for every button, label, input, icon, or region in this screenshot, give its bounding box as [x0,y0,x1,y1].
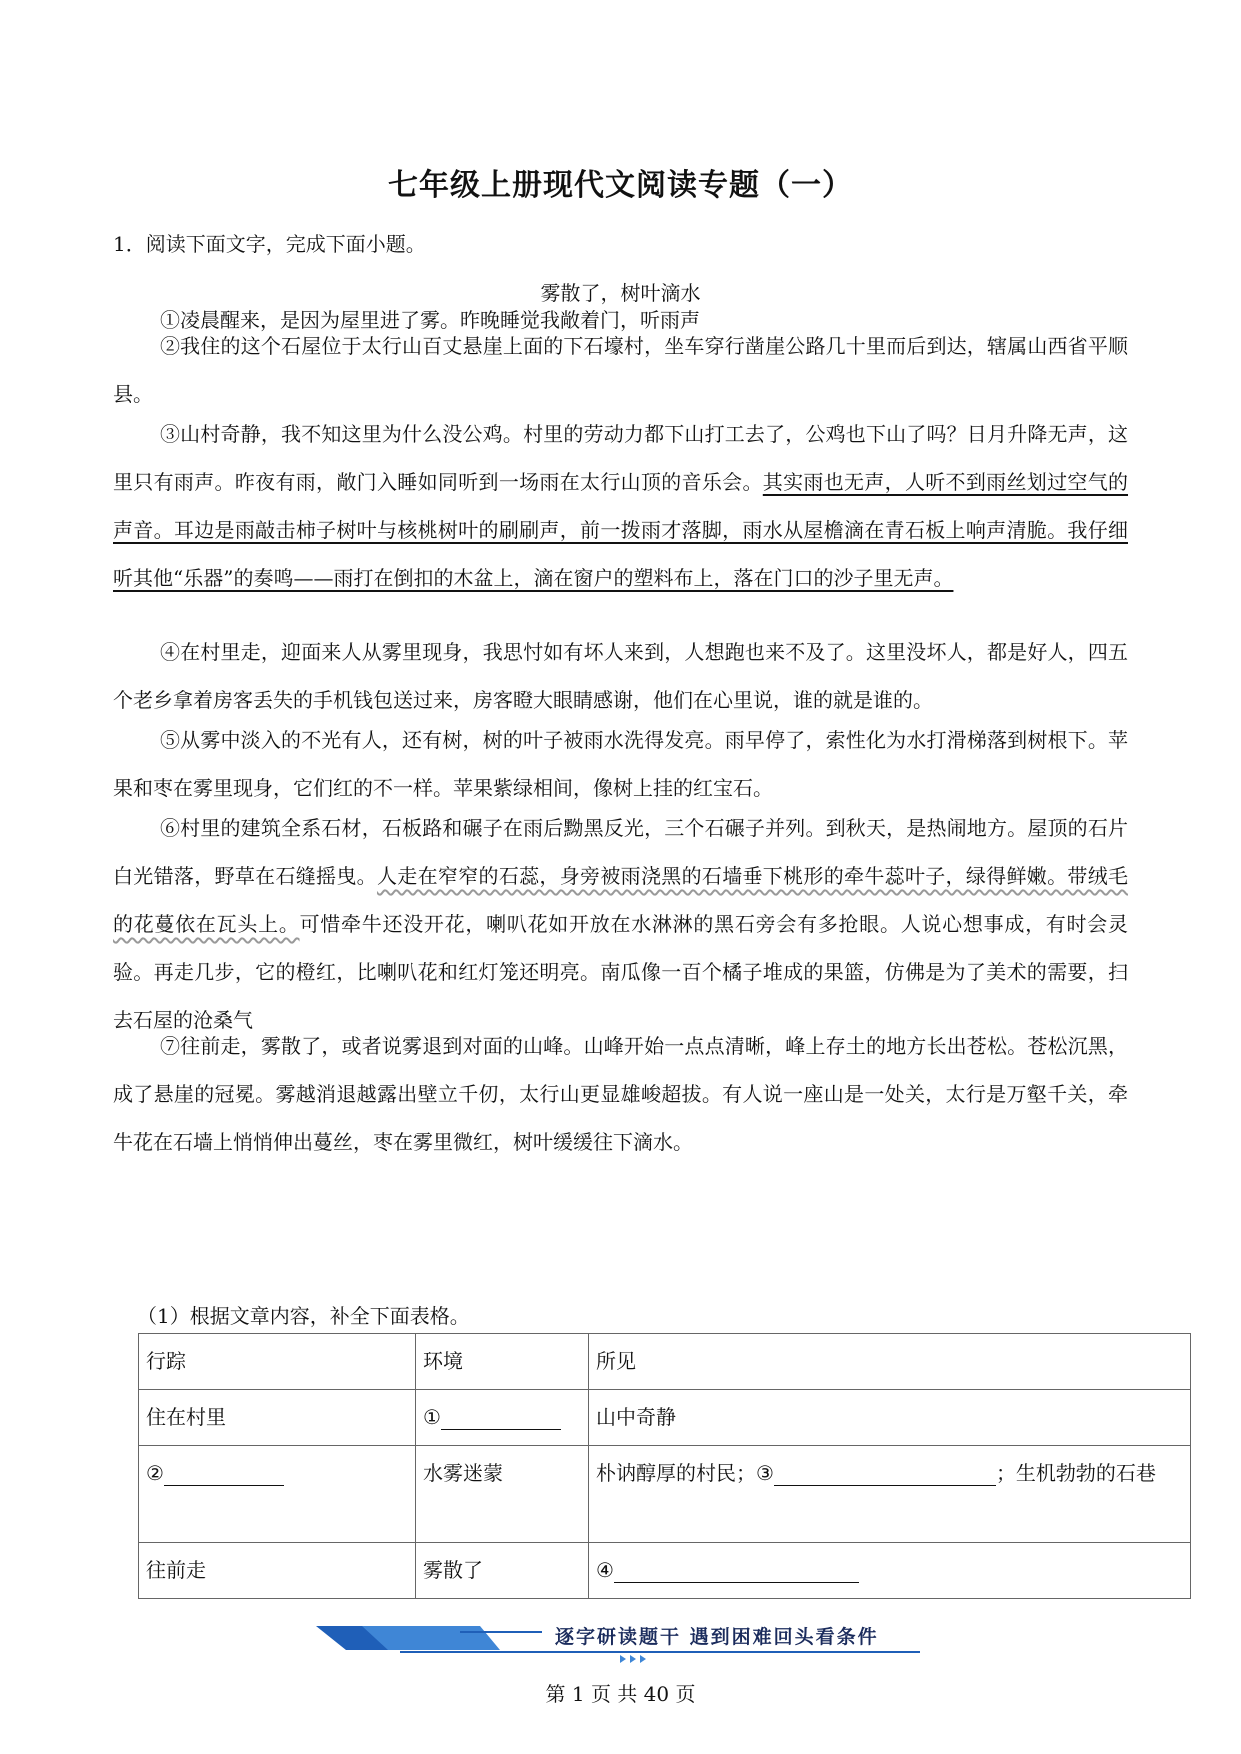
blank-marker: ② [146,1461,164,1485]
cell-seen: 山中奇静 [589,1390,1191,1446]
paragraph-1: ①凌晨醒来，是因为屋里进了雾。昨晚睡觉我敞着门，听雨声 [160,308,700,332]
header-track: 行踪 [139,1334,416,1390]
arrow-icon [630,1655,636,1663]
cell-track: 住在村里 [139,1390,416,1446]
paragraph-3 [113,410,1128,602]
cell-seen-post: ；生机勃勃的石巷 [995,1461,1156,1485]
paragraph-6-text: ⑥村里的建筑全系石材，石板路和碾子在雨后黝黑反光，三个石碾子并列。到秋天，是热闹地方。屋顶的石片白光错落，野草在石缝摇曳。 [113,816,1128,888]
paragraph-3-underlined: 其实雨也无声，人听不到雨丝划过空气的声音。耳边是雨敲击柿子树叶与核桃树叶的刷刷声，前一拨雨才落脚，雨水从屋檐滴在青石板上响声清脆。我仔细听其他“乐器”的奏鸣——雨打在倒扣的木盆上，滴在窗户的塑料布上，落在门口的沙子里无声。 [113,470,1129,590]
answer-blank-2[interactable] [164,1463,284,1486]
table-row [139,1390,1191,1446]
paragraph-6-text-end: 可惜牵牛还没开花，喇叭花如开放在水淋淋的黑石旁会有多抢眼。人说心想事成，有时会灵验。再走几步，它的橙红，比喇叭花和红灯笼还明亮。南瓜像一百个橘子堆成的果篮，仿佛是为了美术的需要，扫去石屋的沧桑气 [113,912,1128,1032]
paragraph-2: ②我住的这个石屋位于太行山百丈悬崖上面的下石壕村，坐车穿行凿崖公路几十里而后到达，辖属山西省平顺县。 [113,334,1128,406]
header-seen: 所见 [589,1334,1191,1390]
header-environment: 环境 [416,1334,589,1390]
cell-environment: 雾散了 [416,1543,589,1599]
paragraph-5: ⑤从雾中淡入的不光有人，还有树，树的叶子被雨水洗得发亮。雨早停了，索性化为水打滑梯落到树根下。苹果和枣在雾里现身，它们红的不一样。苹果紫绿相间，像树上挂的红宝石。 [113,728,1128,800]
answer-blank-3[interactable] [774,1463,996,1486]
cell-seen-pre: 朴讷醇厚的村民； [596,1461,756,1485]
footer-slogan: 逐字研读题干 遇到困难回头看条件 [555,1626,879,1648]
cell-environment: 水雾迷蒙 [416,1446,589,1543]
arrow-icon [620,1655,626,1663]
paragraph-3-text: ③山村奇静，我不知这里为什么没公鸡。村里的劳动力都下山打工去了，公鸡也下山了吗？日月升降无声，这里只有雨声。昨夜有雨，敞门入睡如同听到一场雨在太行山顶的音乐会。 [113,422,1128,494]
paragraph-6-wavy: 人走在窄窄的石蕊，身旁被雨浇黑的石墙垂下桃形的牵牛蕊叶子，绿得鲜嫩。带绒毛的花蔓依在瓦头上。 [113,864,1129,936]
cell-seen [589,1446,1191,1543]
table-row [139,1543,1191,1599]
table-header-row [139,1334,1191,1390]
paragraph-4: ④在村里走，迎面来人从雾里现身，我思忖如有坏人来到，人想跑也来不及了。这里没坏人，都是好人，四五个老乡拿着房客丢失的手机钱包送过来，房客瞪大眼睛感谢，他们在心里说，谁的就是谁的。 [113,640,1128,712]
passage-title: 雾散了，树叶滴水 [540,281,701,305]
blank-marker: ③ [756,1461,774,1485]
cell-track [139,1446,416,1543]
cell-environment [416,1390,589,1446]
page-number: 第 1 页 共 40 页 [545,1682,696,1706]
page-title: 七年级上册现代文阅读专题（一） [388,168,853,203]
answer-blank-4[interactable] [614,1560,859,1583]
question-intro: 1．阅读下面文字，完成下面小题。 [113,232,426,256]
answer-table [138,1333,1191,1599]
paragraph-7: ⑦往前走，雾散了，或者说雾退到对面的山峰。山峰开始一点点清晰，峰上存土的地方长出苍松。苍松沉黑，成了悬崖的冠冕。雾越消退越露出壁立千仞，太行山更显雄峻超拔。有人说一座山是一处关，太行是万壑千关，牵牛花在石墙上悄悄伸出蔓丝，枣在雾里微红，树叶缓缓往下滴水。 [113,1034,1128,1154]
blank-marker: ① [423,1405,441,1429]
sub-question-1: （1）根据文章内容，补全下面表格。 [137,1304,470,1328]
paragraph-6 [113,804,1128,1044]
answer-blank-1[interactable] [441,1407,561,1430]
cell-track: 往前走 [139,1543,416,1599]
arrow-icon [640,1655,646,1663]
cell-seen [589,1543,1191,1599]
table-row [139,1446,1191,1543]
blank-marker: ④ [596,1558,614,1582]
